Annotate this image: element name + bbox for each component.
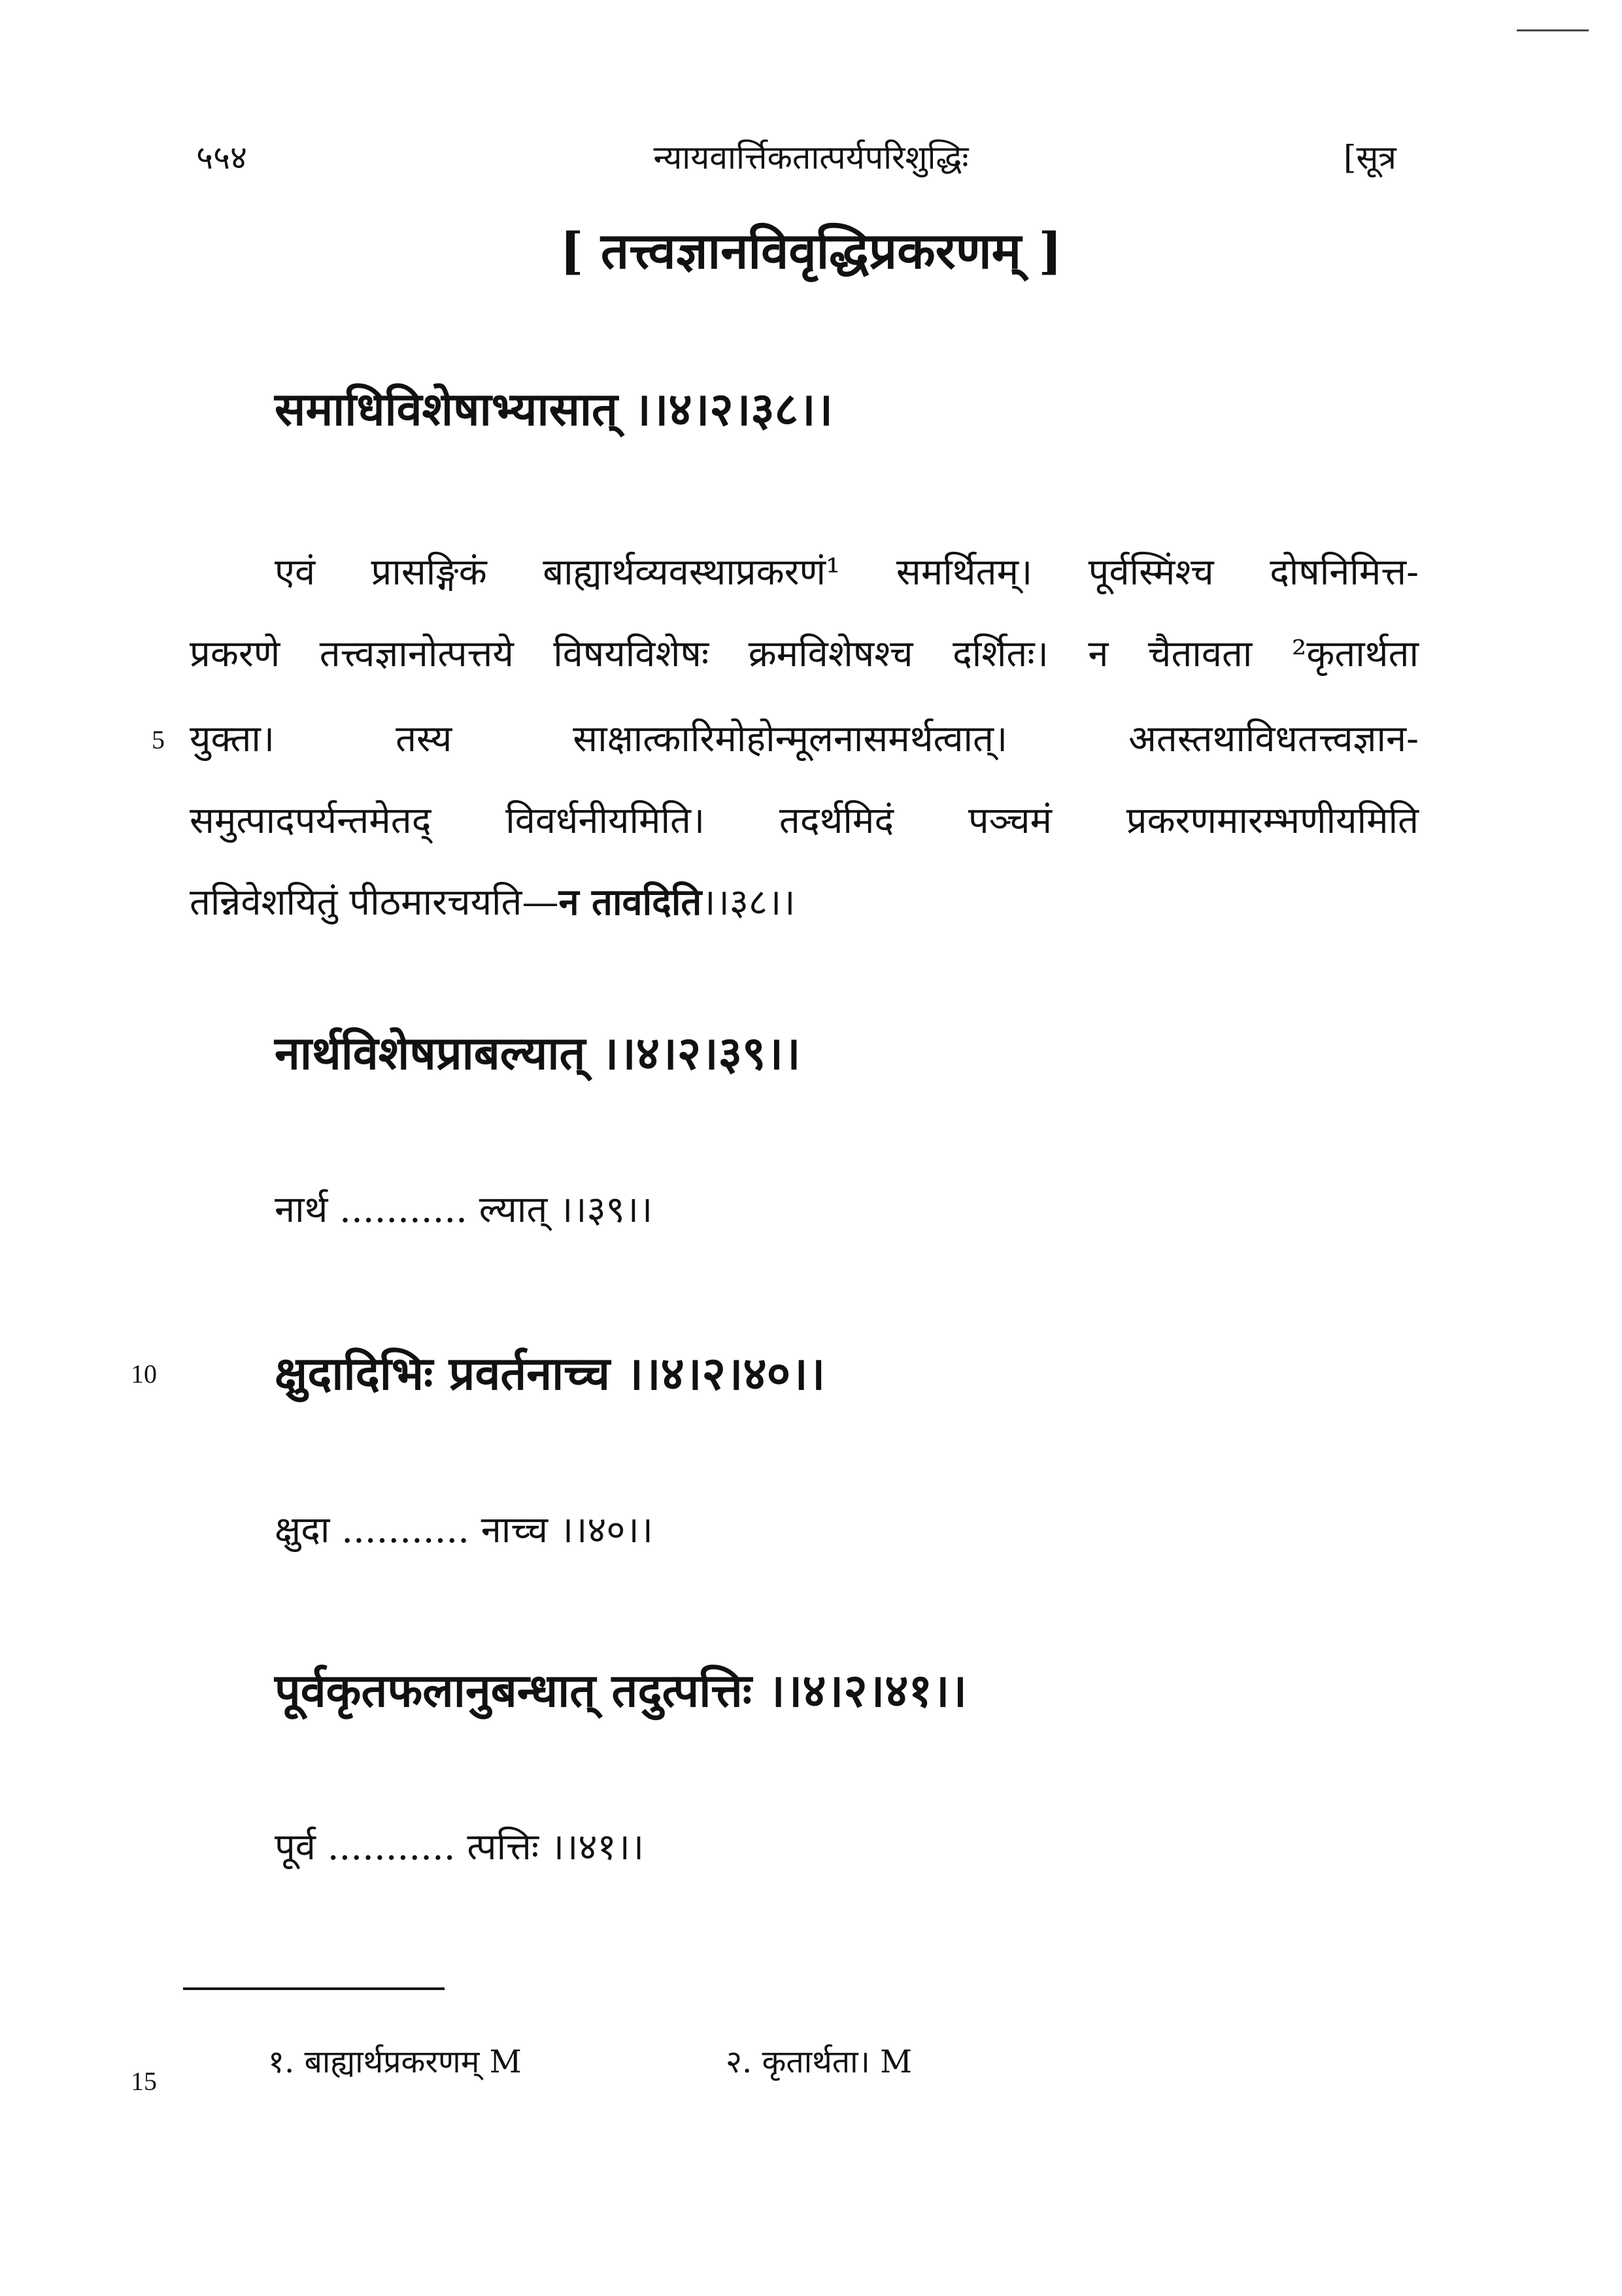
section-marker: [सूत्र xyxy=(1343,139,1396,177)
scan-edge-mark xyxy=(1517,29,1589,31)
paragraph-line-2: प्रकरणे तत्त्वज्ञानोत्पत्तये विषयविशेषः क्रमविशेषश्च दर्शितः। न चैतावता ²कृतार्थता xyxy=(190,633,1419,675)
footnote-rule xyxy=(183,1987,445,1990)
line-number-15: 15 xyxy=(131,2067,157,2096)
paragraph-line-5-text: तन्निवेशयितुं पीठमारचयति— xyxy=(190,881,559,924)
sutra-40: क्षुदादिभिः प्रवर्तनाच्च ।।४।२।४०।। xyxy=(275,1346,826,1400)
comment-41: पूर्व ........... त्पत्तिः ।।४१।। xyxy=(275,1826,645,1868)
paragraph-line-3: युक्ता। तस्य साक्षात्कारिमोहोन्मूलनासमर्थत्वात्। अतस्तथाविधतत्त्वज्ञान- xyxy=(190,718,1419,760)
paragraph-line-5 xyxy=(190,876,1419,926)
comment-39: नार्थ ........... ल्यात् ।।३९।। xyxy=(275,1189,653,1231)
running-title: न्यायवार्त्तिकतात्पर्यपरिशुद्धिः xyxy=(653,139,969,177)
footnote-2: २. कृतार्थता। M xyxy=(726,2044,913,2080)
paragraph-line-5-end: ।।३८।। xyxy=(701,881,796,924)
sutra-41: पूर्वकृतफलानुबन्धात् तदुत्पत्तिः ।।४।२।४१।। xyxy=(275,1663,967,1717)
sutra-39: नार्थविशेषप्राबल्यात् ।।४।२।३९।। xyxy=(275,1026,801,1080)
paragraph-line-1: एवं प्रासङ्गिकं बाह्यार्थव्यवस्थाप्रकरणं¹ समर्थितम्। पूर्वस्मिंश्च दोषनिमित्त- xyxy=(275,551,1419,594)
line-number-10: 10 xyxy=(131,1359,157,1389)
page-number: ५५४ xyxy=(196,139,247,177)
sutra-38: समाधिविशेषाभ्यासात् ।।४।२।३८।। xyxy=(275,382,834,436)
chapter-title: [ तत्त्वज्ञानविवृद्धिप्रकरणम् ] xyxy=(560,222,1062,280)
comment-40: क्षुदा ........... नाच्च ।।४०।। xyxy=(275,1509,653,1551)
paragraph-line-4: समुत्पादपर्यन्तमेतद् विवर्धनीयमिति। तदर्थमिदं पञ्चमं प्रकरणमारम्भणीयमिति xyxy=(190,800,1419,842)
pratika-na-tavaditi: न तावदिति xyxy=(558,881,702,924)
line-number-5: 5 xyxy=(152,725,165,754)
footnote-1: १. बाह्यार्थप्रकरणम् M xyxy=(268,2044,522,2080)
